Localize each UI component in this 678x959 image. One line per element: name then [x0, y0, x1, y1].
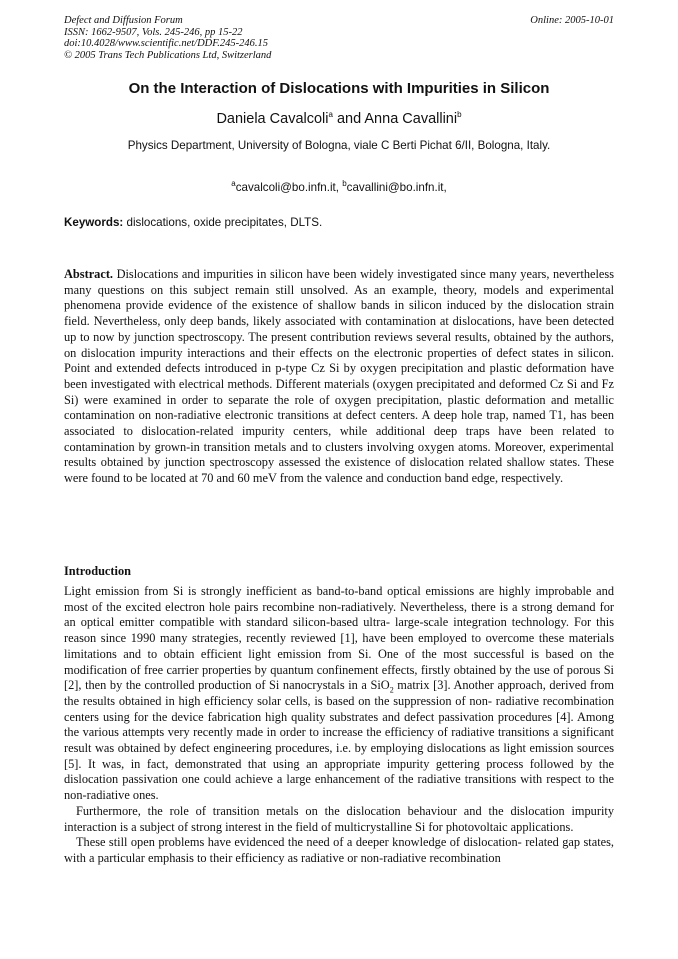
- paper-title: On the Interaction of Dislocations with Impurities in Silicon: [128, 80, 550, 97]
- email-superscript: a: [231, 179, 236, 189]
- subscript: 2: [389, 685, 394, 695]
- email-superscript: b: [342, 179, 347, 189]
- email-link[interactable]: cavallini@bo.infn.it,: [346, 181, 447, 194]
- abstract-label: Abstract.: [64, 267, 114, 281]
- journal-header: [64, 15, 614, 61]
- author-line: [0, 111, 678, 127]
- paragraph: [64, 584, 614, 804]
- email-link[interactable]: cavalcoli@bo.infn.it,: [235, 181, 343, 194]
- abstract: [64, 267, 614, 487]
- abstract-text: Dislocations and impurities in silicon have been widely investigated since many years, nevertheless many questions on this subject remain still unsolved. As an example, theory, models and experimental phenomena provide evidence of the existence of shallow bands in silicon induced by the dislocation strain field. Nevertheless, only deep bands, likely associated with contamination at dislocations, have been detected up to now by junction spectroscopy. The present contribution reviews several results, obtained by the authors, on dislocation impurity interactions and their effects on the electronic properties of defect states in silicon. Point and extended defects introduced in p-type Cz Si by oxygen precipitation and plastic deformation have been investigated with electrical methods. Different materials (oxygen precipitated and deformed Cz Si and Fz Si) were examined in order to separate the role of oxygen precipitation, plastic deformation and metallic contamination on non-radiative electronic transitions at defect centers. A deep hole trap, named T1, has been associated to dislocation-related impurity centers, while additional deep traps have been related to contamination by grown-in transition metals and to clusters involving oxygen atoms. Moreover, experimental results obtained by junction spectroscopy assessed the existence of dislocation related shallow states. These were found to be located at 70 and 60 meV from the valence and conduction band edge, respectively.: [64, 267, 614, 486]
- affiliation: Physics Department, University of Bologna, viale C Berti Pichat 6/II, Bologna, Italy.: [127, 139, 551, 152]
- keywords-text: dislocations, oxide precipitates, DLTS.: [123, 216, 323, 229]
- keywords: [64, 216, 614, 229]
- paragraph: These still open problems have evidenced the need of a deeper knowledge of dislocation- related gap states, with a particular emphasis to their efficiency as radiative or non-radiative recombination: [64, 835, 614, 865]
- journal-name: Defect and Diffusion Forum: [64, 15, 183, 26]
- copyright-line: © 2005 Trans Tech Publications Ltd, Switzerland: [64, 49, 272, 61]
- keywords-label: Keywords:: [64, 216, 124, 229]
- email-line: [0, 181, 678, 194]
- doi-line: doi:10.4028/www.scientific.net/DDF.245-246.15: [64, 38, 269, 49]
- issn-line: ISSN: 1662-9507, Vols. 245-246, pp 15-22: [64, 26, 243, 38]
- introduction-body: [64, 584, 614, 867]
- author-superscript: b: [457, 110, 462, 120]
- paragraph: Furthermore, the role of transition metals on the dislocation behaviour and the dislocation impurity interaction is a subject of strong interest in the field of multicrystalline Si for photovoltaic applications.: [64, 803, 614, 834]
- author-conjunction: and: [332, 111, 365, 127]
- author-name: Daniela Cavalcoli: [216, 111, 329, 127]
- author-superscript: a: [328, 110, 333, 120]
- paragraph-text: Light emission from Si is strongly inefficient as band-to-band optical emissions are highly improbable and most of the excited electron hole pairs recombine non-radiatively. Nevertheless, there is a strong demand for an optical emitter compatible with standard silicon-based ultra- large-scale integration technology. For this reason since 1990 many strategies, recently reviewed [1], have been employed to overcome these materials limitations and to obtain efficient light emission from Si. One of the most successful is based on the modification of free carrier properties by quantum confinement effects, firstly obtained by the use of porous Si [2], then by the controlled production of Si nanocrystals in a SiO: [64, 584, 614, 693]
- section-heading: Introduction: [64, 564, 131, 578]
- author-name: Anna Cavallini: [364, 111, 458, 127]
- paragraph-text: matrix [3]. Another approach, derived from the results obtained in high efficiency solar cells, is based on the suppression of non- radiative recombination centers using for the device fabrication high quality substrates and defect passivation procedures [4]. Among the various attempts very recently made in order to increase the efficiency of radiative transitions a significant result was obtained by defect engineering procedures, i.e. by employing dislocations as light emission sources [5]. It was, in fact, demonstrated that using an appropriate impurity gettering process followed by the dislocation passivation one could achieve a large enhancement of the radiative transitions with respect to the non-radiative ones.: [64, 678, 614, 803]
- online-date: Online: 2005-10-01: [530, 15, 614, 26]
